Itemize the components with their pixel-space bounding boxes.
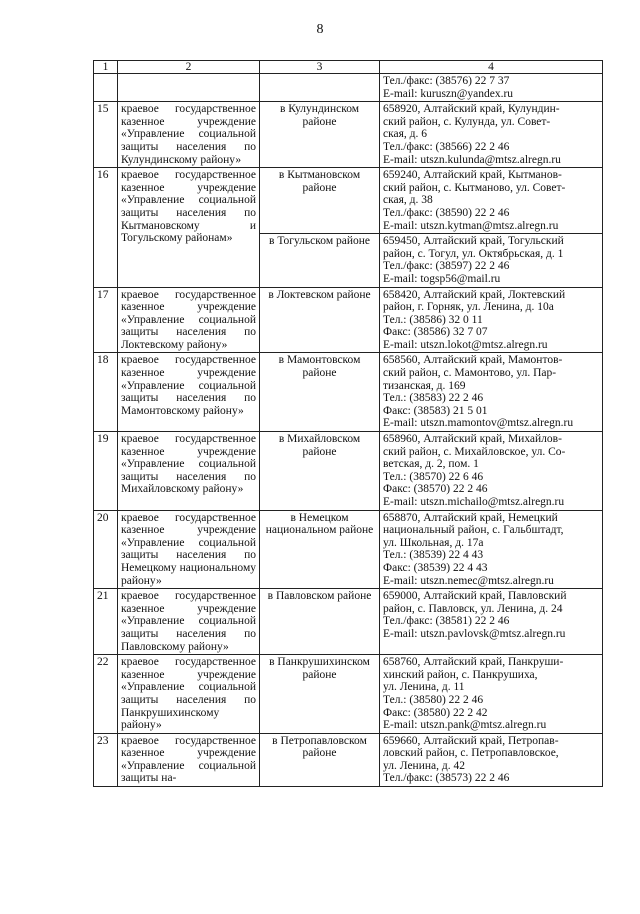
column-header: 1 (94, 61, 118, 74)
contact-line: национальный район, с. Гальбштадт, (383, 524, 564, 537)
organization-cell: краевое государственное казенное учреждение «Управление социальной защиты населения по Павловскому району» (118, 589, 260, 655)
row-number-cell: 20 (94, 510, 118, 589)
row-number-cell: 19 (94, 432, 118, 511)
contact-line: Тел.: (38539) 22 4 43 (383, 549, 484, 562)
organization-cell: краевое государственное казенное учреждение «Управление социальной защиты населения по Кытмановскому и Тогульскому районам» (118, 168, 260, 287)
contact-line: ский район, с. Михайловское, ул. Со- (383, 445, 566, 458)
contact-line: E-mail: togsp56@mail.ru (383, 272, 501, 285)
contact-line: Факс: (38583) 21 5 01 (383, 404, 488, 417)
table-row (94, 655, 603, 734)
contact-cell (380, 432, 603, 511)
table-row (94, 287, 603, 353)
contact-line: ская, д. 38 (383, 194, 433, 207)
contact-line: ветская, д. 2, пом. 1 (383, 458, 479, 471)
table-row (94, 733, 603, 786)
row-number-cell: 15 (94, 102, 118, 168)
contact-line: 658420, Алтайский край, Локтевский (383, 288, 566, 301)
table-row (94, 432, 603, 511)
row-number-cell: 16 (94, 168, 118, 287)
continuation-row (94, 74, 603, 102)
district-cell: в Павловском районе (260, 589, 380, 655)
contact-line: Тел./факс: (38573) 22 2 46 (383, 772, 510, 785)
district-cell (260, 74, 380, 102)
contact-cell (380, 102, 603, 168)
contact-line: 658560, Алтайский край, Мамонтов- (383, 354, 563, 367)
row-number-cell: 21 (94, 589, 118, 655)
table-row (94, 168, 603, 234)
contact-line: ул. Ленина, д. 11 (383, 681, 465, 694)
district-cell: в Кытмановском районе (260, 168, 380, 234)
contact-line: ул. Ленина, д. 42 (383, 759, 465, 772)
organization-cell: краевое государственное казенное учреждение «Управление социальной защиты населения по Локтевскому району» (118, 287, 260, 353)
organization-cell: краевое государственное казенное учреждение «Управление социальной защиты населения по Мамонтовскому району» (118, 353, 260, 432)
contact-line: Тел.: (38586) 32 0 11 (383, 313, 483, 326)
table-header-row (94, 61, 603, 74)
contact-cell (380, 168, 603, 234)
contact-line: 659000, Алтайский край, Павловский (383, 590, 567, 603)
contact-line: Тел./факс: (38590) 22 2 46 (383, 206, 510, 219)
column-header: 3 (260, 61, 380, 74)
contact-line: E-mail: utszn.pavlovsk@mtsz.alregn.ru (383, 627, 566, 640)
contact-line: ловский район, с. Петропавловское, (383, 747, 559, 760)
contact-line: E-mail: utszn.mamontov@mtsz.alregn.ru (383, 417, 574, 430)
page-number: 8 (316, 22, 324, 37)
contact-line: E-mail: utszn.lokot@mtsz.alregn.ru (383, 338, 548, 351)
contact-line: Факс: (38570) 22 2 46 (383, 483, 488, 496)
contact-cell (380, 733, 603, 786)
district-cell: в Мамонтовском районе (260, 353, 380, 432)
contact-line: Факс: (38580) 22 2 42 (383, 706, 488, 719)
row-number-cell: 17 (94, 287, 118, 353)
contact-line: Тел./факс: (38597) 22 2 46 (383, 260, 510, 273)
district-cell: в Михайловском районе (260, 432, 380, 511)
contact-line: ский район, с. Кулунда, ул. Совет- (383, 115, 551, 128)
contact-line: 658920, Алтайский край, Кулундин- (383, 103, 560, 116)
contact-cell (380, 510, 603, 589)
organization-cell: краевое государственное казенное учреждение «Управление социальной защиты населения по Кулундинскому району» (118, 102, 260, 168)
contact-line: E-mail: utszn.kulunda@mtsz.alregn.ru (383, 153, 561, 166)
contact-line: ская, д. 6 (383, 128, 428, 141)
contact-line: E-mail: utszn.michailo@mtsz.alregn.ru (383, 496, 565, 508)
district-cell: в Тогульском районе (260, 234, 380, 287)
contact-line: хинский район, с. Панкрушиха, (383, 668, 538, 681)
district-cell: в Немецком национальном районе (260, 510, 380, 589)
contact-line: 659660, Алтайский край, Петропав- (383, 734, 559, 747)
row-number-cell: 22 (94, 655, 118, 734)
contact-line: E-mail: utszn.nemec@mtsz.alregn.ru (383, 574, 554, 587)
contact-line: 658960, Алтайский край, Михайлов- (383, 433, 562, 446)
contact-line: E-mail: kuruszn@yandex.ru (383, 87, 514, 100)
column-header: 4 (380, 61, 603, 74)
contact-line: Тел.: (38570) 22 6 46 (383, 470, 484, 483)
contact-cell (380, 655, 603, 734)
contact-line: ский район, с. Кытманово, ул. Совет- (383, 181, 566, 194)
contact-line: Тел./факс: (38566) 22 2 46 (383, 140, 510, 153)
row-number-cell: 18 (94, 353, 118, 432)
organization-cell: краевое государственное казенное учреждение «Управление социальной защиты на- (118, 733, 260, 786)
organization-cell: краевое государственное казенное учреждение «Управление социальной защиты населения по Михайловскому району» (118, 432, 260, 511)
contact-line: район, с. Тогул, ул. Октябрьская, д. 1 (383, 247, 564, 260)
contact-cell (380, 74, 603, 102)
organization-cell: краевое государственное казенное учреждение «Управление социальной защиты населения по Немецкому национальному району» (118, 510, 260, 589)
district-cell: в Кулундинском районе (260, 102, 380, 168)
district-cell: в Панкрушихинском районе (260, 655, 380, 734)
contact-line: 658870, Алтайский край, Немецкий (383, 511, 558, 524)
organization-cell (118, 74, 260, 102)
contact-line: тизанская, д. 169 (383, 379, 466, 392)
table-row (94, 510, 603, 589)
contact-line: 658760, Алтайский край, Панкруши- (383, 656, 564, 669)
table-row (94, 589, 603, 655)
district-cell: в Петропавловском районе (260, 733, 380, 786)
table-row (94, 102, 603, 168)
contact-cell (380, 234, 603, 287)
contact-line: ский район, с. Мамонтово, ул. Пар- (383, 367, 557, 380)
contact-line: район, с. Павловск, ул. Ленина, д. 24 (383, 602, 563, 615)
contact-cell (380, 287, 603, 353)
contact-line: Факс: (38539) 22 4 43 (383, 561, 488, 574)
contact-cell (380, 589, 603, 655)
contact-line: Тел./факс: (38581) 22 2 46 (383, 615, 510, 628)
contact-line: Тел.: (38580) 22 2 46 (383, 693, 484, 706)
contact-line: ул. Школьная, д. 17а (383, 536, 484, 549)
district-cell: в Локтевском районе (260, 287, 380, 353)
contact-line: Тел.: (38583) 22 2 46 (383, 392, 484, 405)
row-number-cell: 23 (94, 733, 118, 786)
contact-line: E-mail: utszn.pank@mtsz.alregn.ru (383, 719, 547, 732)
contact-line: Тел./факс: (38576) 22 7 37 (383, 75, 510, 87)
table-row (94, 353, 603, 432)
contact-line: 659240, Алтайский край, Кытманов- (383, 169, 562, 182)
organization-cell: краевое государственное казенное учреждение «Управление социальной защиты населения по Панкрушихинскому району» (118, 655, 260, 734)
contact-cell (380, 353, 603, 432)
contact-line: Факс: (38586) 32 7 07 (383, 326, 488, 339)
row-number-cell (94, 74, 118, 102)
column-header: 2 (118, 61, 260, 74)
contact-line: 659450, Алтайский край, Тогульский (383, 235, 564, 248)
contact-line: район, г. Горняк, ул. Ленина, д. 10а (383, 301, 554, 314)
contact-line: E-mail: utszn.kytman@mtsz.alregn.ru (383, 219, 559, 232)
institutions-table (93, 60, 603, 787)
